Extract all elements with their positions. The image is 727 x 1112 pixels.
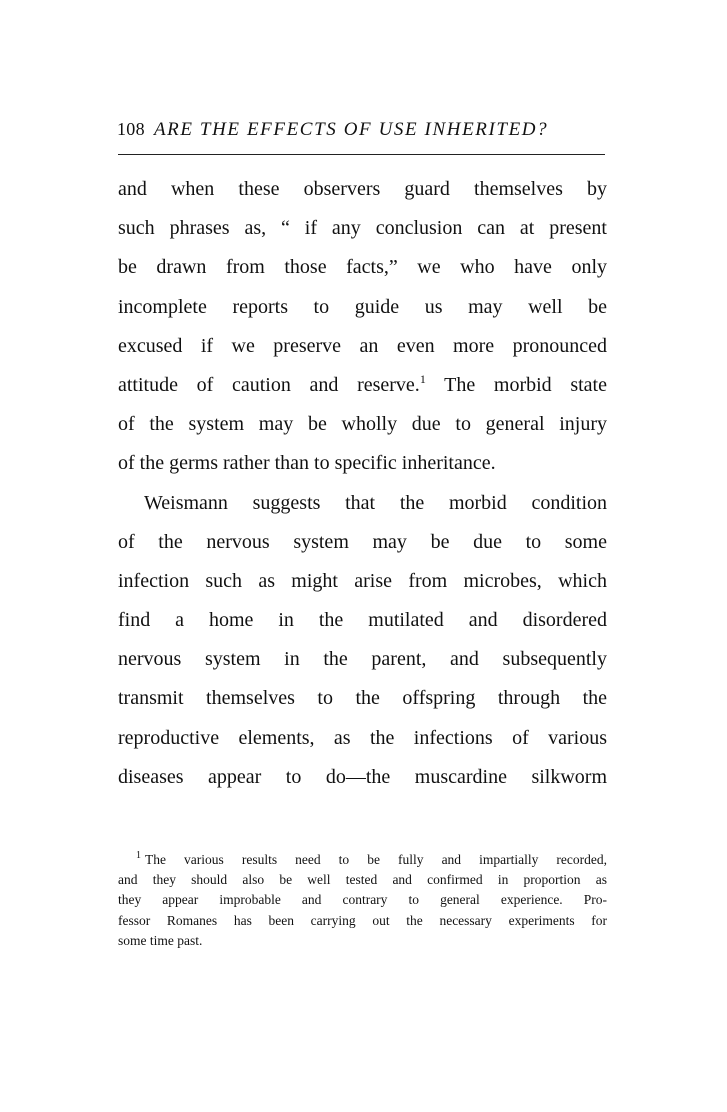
text-line: of the germs rather than to specific inheritance. [118, 452, 496, 475]
text-line: be drawn from those facts,” we who have only [118, 256, 607, 279]
text-line: transmit themselves to the offspring through the [118, 687, 607, 710]
text-line: of the system may be wholly due to general injury [118, 413, 607, 436]
running-header [117, 116, 607, 142]
running-title: ARE THE EFFECTS OF USE INHERITED? [153, 119, 549, 140]
header-rule [118, 154, 605, 155]
footnote-reference: 1 [419, 371, 426, 386]
footnote-line: fessor Romanes has been carrying out the necessary experiments for [118, 912, 607, 928]
text-line: find a home in the mutilated and disordered [118, 609, 607, 632]
text-line: of the nervous system may be due to some [118, 530, 607, 553]
footnote-line: and they should also be well tested and confirmed in proportion as [118, 872, 607, 888]
footnote-line: some time past. [118, 932, 203, 948]
text-line [118, 366, 607, 405]
text-line: excused if we preserve an even more pronounced [118, 334, 607, 357]
text-line: and when these observers guard themselves by [118, 178, 607, 200]
text-line: reproductive elements, as the infections of various [118, 726, 607, 749]
text-line: infection such as might arise from microbes, which [118, 569, 607, 592]
text-segment: The morbid state [444, 373, 607, 396]
text-line: nervous system in the parent, and subsequently [118, 648, 607, 671]
footnote-line: they appear improbable and contrary to general experience. Pro- [118, 892, 607, 908]
page-number: 108 [117, 119, 145, 139]
text-segment: The various results need to be fully and impartially recorded, [145, 852, 607, 867]
footnote-marker: 1 [136, 850, 141, 861]
text-line: diseases appear to do—the muscardine silkworm [118, 765, 607, 788]
footnotes [118, 850, 607, 951]
footnote-line [118, 850, 607, 870]
text-line: such phrases as, “ if any conclusion can at present [118, 217, 607, 240]
text-line: incomplete reports to guide us may well be [118, 295, 607, 318]
text-segment: attitude of caution and reserve. [118, 373, 420, 396]
body-text [118, 170, 607, 797]
text-line: Weismann suggests that the morbid condition [144, 491, 607, 514]
